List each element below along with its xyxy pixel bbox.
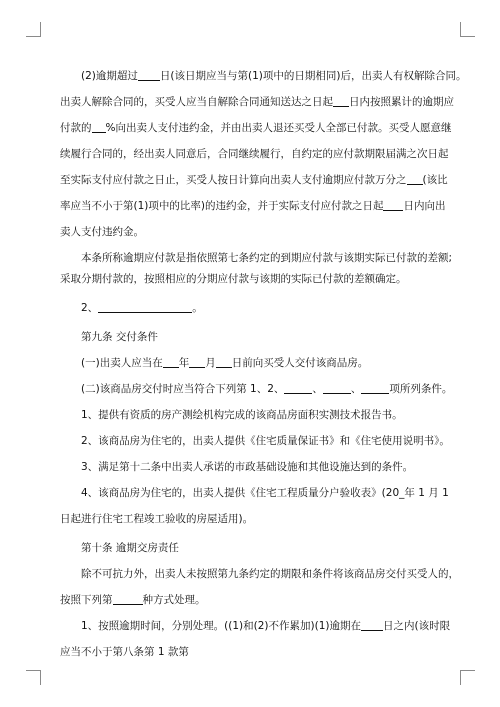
- paragraph-line: (二)该商品房交付时应当符合下列第 1、2、 、 、 项所列条件。: [81, 383, 453, 395]
- paragraph-line: 1、提供有资质的房产测绘机构完成的该商品房面积实测技术报告书。: [81, 409, 403, 421]
- paragraph-line: 至实际支付应付款之日止，买受人按日计算向出卖人支付逾期应付款万分之 (该比: [60, 174, 448, 186]
- paragraph-line: (2)逾期超过 日(该日期应当与第(1)项中的日期相同)后，出卖人有权解除合同。: [81, 70, 467, 82]
- blank-underline: [216, 355, 232, 368]
- blank-underline: [189, 355, 205, 368]
- document-body: [60, 66, 467, 663]
- paragraph-line: 除不可抗力外，出卖人未按照第九条约定的期限和条件将该商品房交付买受人的，: [81, 568, 459, 580]
- paragraph-line: 本条所称逾期应付款是指依照第七条约定的到期应付款与该期实际已付款的差额;: [81, 252, 453, 264]
- blank-underline: [323, 381, 351, 394]
- paragraph-line: 卖人支付违约金。: [60, 226, 144, 238]
- blank-underline: [361, 618, 383, 631]
- paragraph-line: 4、该商品房为住宅的，出卖人提供《住宅工程质量分户验收表》(20_年 1 月 1: [81, 487, 449, 499]
- section-heading: 第九条 交付条件: [81, 331, 158, 343]
- blank-underline: [163, 355, 179, 368]
- blank-underline: [407, 172, 423, 185]
- blank-underline: [284, 381, 312, 394]
- paragraph-line: 3、满足第十二条中出卖人承诺的市政基础设施和其他设施达到的条件。: [81, 461, 414, 473]
- paragraph-line: 2、该商品房为住宅的，出卖人提供《住宅质量保证书》和《住宅使用说明书》。: [81, 435, 450, 447]
- page-corner-mark-bottom-right: [460, 670, 475, 685]
- blank-underline: [361, 381, 389, 394]
- paragraph-line: 出卖人解除合同的，买受人应当自解除合同通知送达之日起 日内按照累计的逾期应: [60, 96, 454, 108]
- paragraph-line: 2、 。: [81, 302, 203, 314]
- page-corner-mark-top-right: [460, 22, 475, 37]
- paragraph-line: (一)出卖人应当在 年 月 日前向买受人交付该商品房。: [81, 357, 369, 369]
- blank-underline: [138, 68, 160, 81]
- paragraph-line: 1、按照逾期时间，分别处理。((1)和(2)不作累加)(1)逾期在 日之内(该时限: [81, 620, 451, 632]
- blank-underline: [333, 94, 349, 107]
- paragraph-line: 续履行合同的，经出卖人同意后，合同继续履行，自约定的应付款期限届满之次日起: [60, 148, 449, 160]
- blank-underline: [98, 300, 192, 313]
- blank-underline: [92, 120, 106, 133]
- page-corner-mark-bottom-left: [26, 670, 41, 685]
- paragraph-line: 应当不小于第八条第 1 款第: [60, 646, 189, 658]
- blank-underline: [383, 198, 403, 211]
- paragraph-line: 采取分期付款的，按照相应的分期应付款与该期的实际已付款的差额确定。: [60, 273, 407, 285]
- blank-underline: [113, 592, 143, 605]
- paragraph-line: 日起进行住宅工程竣工验收的房屋适用)。: [60, 513, 254, 525]
- paragraph-line: 率应当不小于第(1)项中的比率)的违约金，并于实际支付应付款之日起 日内向出: [60, 200, 446, 212]
- page-corner-mark-top-left: [26, 22, 41, 37]
- section-heading: 第十条 逾期交房责任: [81, 542, 179, 554]
- paragraph-line: 按照下列第 种方式处理。: [60, 594, 206, 606]
- paragraph-line: 付款的 %向出卖人支付违约金，并由出卖人退还买受人全部已付款。买受人愿意继: [60, 122, 452, 134]
